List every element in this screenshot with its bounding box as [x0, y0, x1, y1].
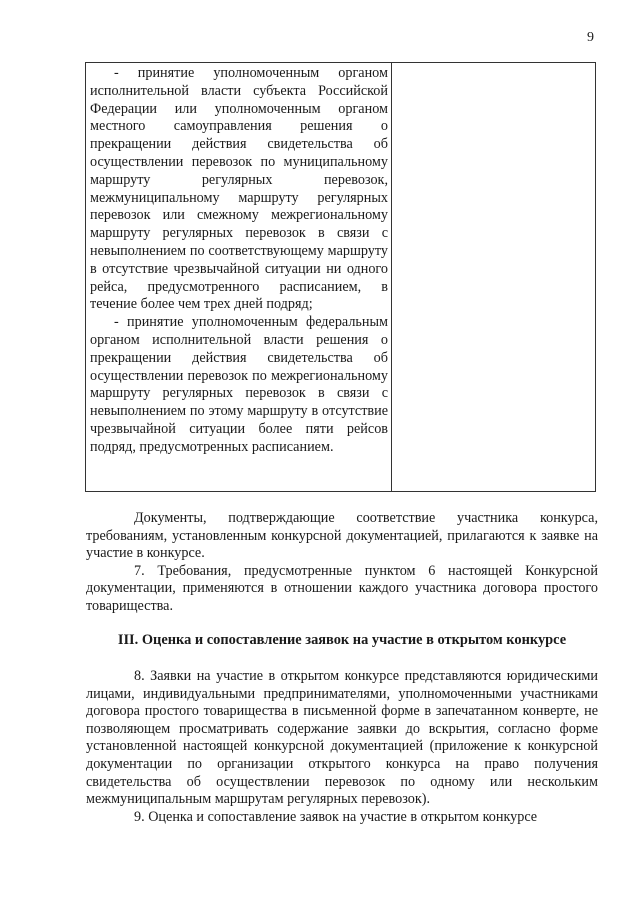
table-cell-paragraph: - принятие уполномоченным федеральным органом исполнительной власти решения о прекращении действия свидетельства об осуществлении перевозок по межрегиональному маршруту регулярных перевозок в связи с невыполнением по этому маршруту в отсутствие чрезвычайной ситуации более пяти рейсов подряд, предусмотренных расписанием. — [90, 314, 388, 455]
paragraph-item-8: 8. Заявки на участие в открытом конкурсе представляются юридическими лицами, индивидуальными предпринимателями, уполномоченными участниками договора простого товарищества в письменной форме в запечатанном конверте, не позволяющем просматривать содержание заявки до вскрытия, согласно форме установленной настоящей конкурсной документацией (приложение к конкурсной документации по организации открытого конкурса на право получения свидетельства об осуществлении перевозок по одному или нескольким межмуниципальным маршрутам регулярных перевозок). — [86, 668, 598, 808]
paragraph-item-7: 7. Требования, предусмотренные пунктом 6 настоящей Конкурсной документации, применяются в отношении каждого участника договора простого товарищества. — [86, 562, 598, 614]
body-text-upper — [86, 510, 598, 616]
table-column-divider — [391, 63, 392, 491]
table-left-cell — [90, 65, 388, 457]
paragraph-item-9: 9. Оценка и сопоставление заявок на участие в открытом конкурсе — [134, 808, 538, 825]
requirements-table — [85, 62, 596, 492]
paragraph-documents: Документы, подтверждающие соответствие участника конкурса, требованиям, установленным конкурсной документацией, прилагаются к заявке на участие в конкурсе. — [86, 510, 598, 562]
body-text-lower — [86, 668, 598, 826]
page-number: 9 — [587, 30, 594, 45]
table-cell-paragraph: - принятие уполномоченным органом исполнительной власти субъекта Российской Федерации или уполномоченным органом местного самоуправления решения о прекращении действия свидетельства об осуществлении перевозок по муниципальному маршруту регулярных перевозок, межмуниципальному маршруту регулярных перевозок или смежному межрегиональному маршруту регулярных перевозок в связи с невыполнением по соответствующему маршруту в отсутствие чрезвычайной ситуации ни одного рейса, предусмотренного расписанием, в течение более чем трех дней подряд; — [90, 65, 388, 313]
section-heading: III. Оценка и сопоставление заявок на участие в открытом конкурсе — [117, 632, 567, 648]
